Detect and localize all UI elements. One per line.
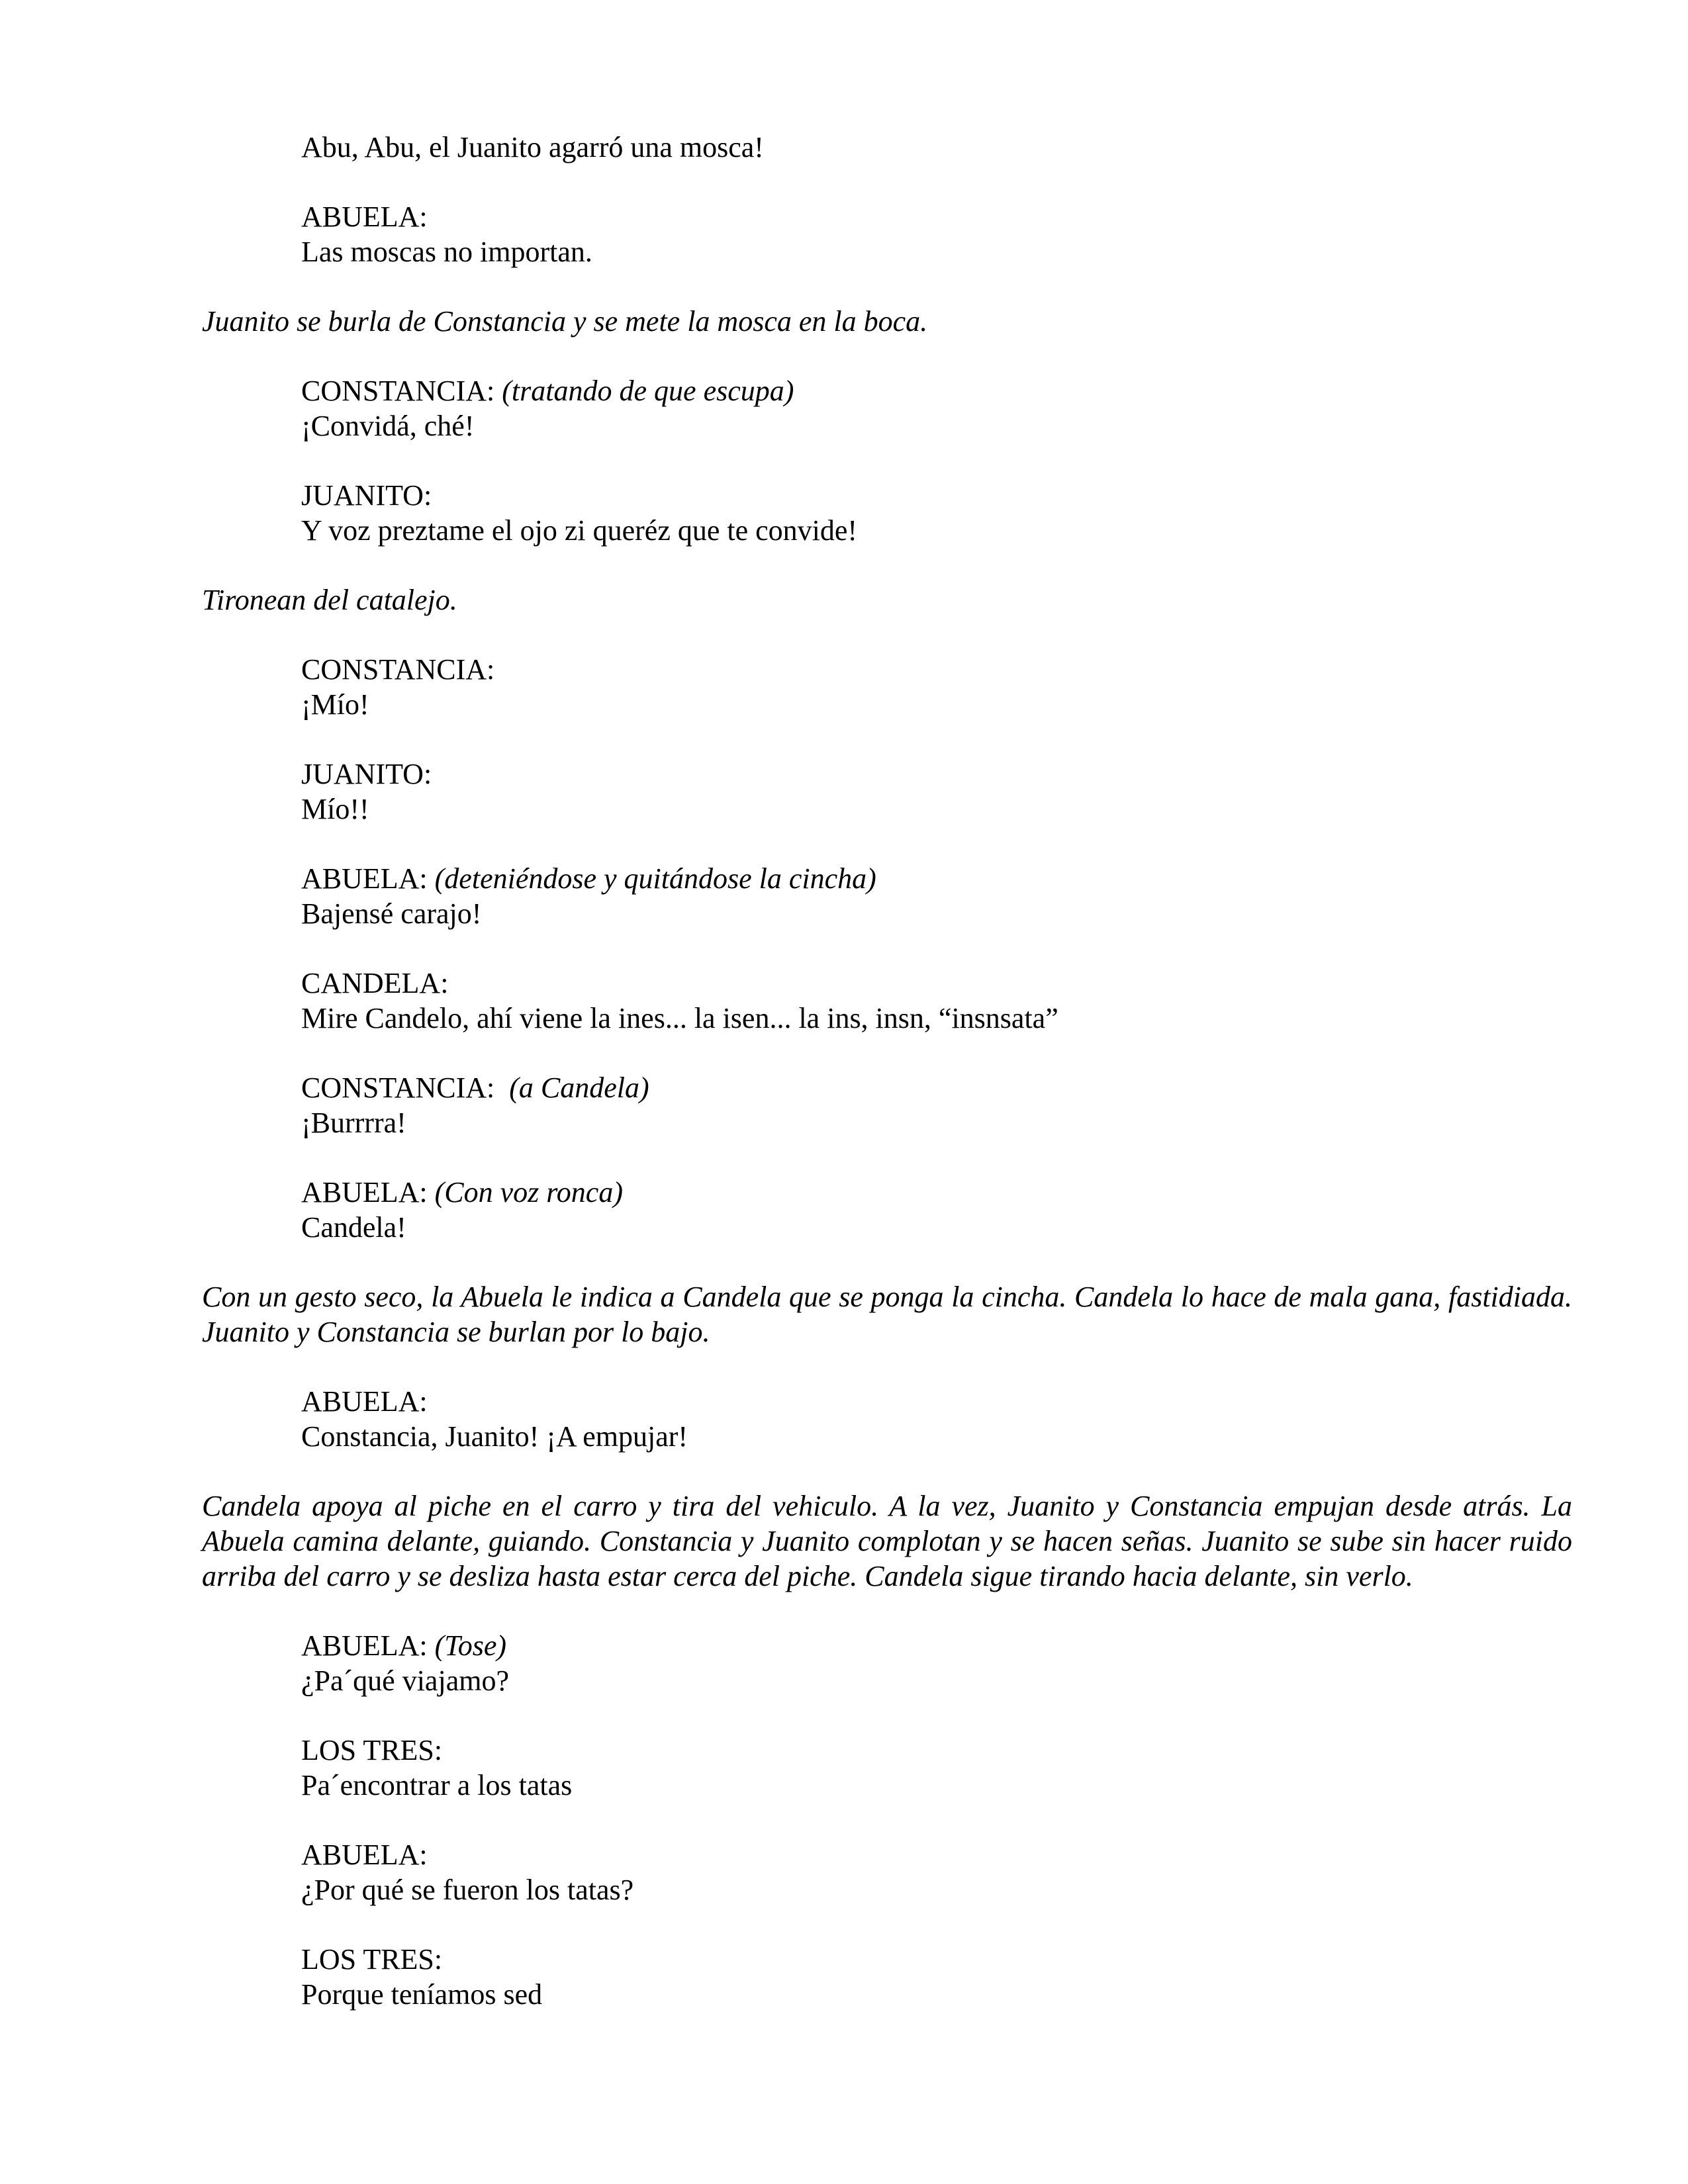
parenthetical: (deteniéndose y quitándose la cincha) <box>434 862 876 895</box>
speaker-name: ABUELA: <box>301 1839 428 1871</box>
dialogue-block <box>202 478 1572 548</box>
speaker-name: CANDELA: <box>301 967 449 999</box>
dialogue-line: Abu, Abu, el Juanito agarró una mosca! <box>301 131 764 163</box>
dialogue-line: Constancia, Juanito! ¡A empujar! <box>301 1420 688 1453</box>
dialogue-block <box>202 861 1572 931</box>
stage-direction: Candela apoya al piche en el carro y tira del vehiculo. A la vez, Juanito y Constancia empujan desde atrás. La Abuela camina delante, guiando. Constancia y Juanito complotan y se hacen señas. Juanito se sube sin hacer ruido arriba del carro y se desliza hasta estar cerca del piche. Candela sigue tirando hacia delante, sin verlo. <box>202 1490 1572 1592</box>
dialogue-block <box>202 966 1572 1036</box>
speaker-name: ABUELA: <box>301 201 428 233</box>
speaker-name: JUANITO: <box>301 479 432 512</box>
speaker-heading <box>301 1175 1572 1210</box>
dialogue-line: Pa´encontrar a los tatas <box>301 1769 573 1801</box>
parenthetical: (Tose) <box>434 1629 507 1662</box>
speaker-name: JUANITO: <box>301 758 432 790</box>
dialogue-line: ¿Por qué se fueron los tatas? <box>301 1874 634 1906</box>
parenthetical: (a Candela) <box>509 1071 649 1104</box>
dialogue-block <box>202 373 1572 443</box>
speaker-name: ABUELA: <box>301 1385 428 1418</box>
parenthetical: (Con voz ronca) <box>434 1176 623 1208</box>
dialogue-line: Y voz preztame el ojo zi queréz que te convide! <box>301 514 858 547</box>
speaker-name: LOS TRES: <box>301 1943 443 1976</box>
dialogue-line: Mío!! <box>301 793 369 825</box>
stage-direction: Juanito se burla de Constancia y se mete la mosca en la boca. <box>202 305 928 338</box>
speaker-name: CONSTANCIA: <box>301 653 495 686</box>
speaker-name: LOS TRES: <box>301 1734 443 1766</box>
dialogue-block <box>202 1837 1572 1907</box>
dialogue-block <box>202 1628 1572 1698</box>
dialogue-block <box>202 130 1572 165</box>
speaker-name: ABUELA: <box>301 862 428 895</box>
dialogue-line: ¡Mío! <box>301 688 369 721</box>
speaker-heading <box>301 1628 1572 1663</box>
speaker-name: ABUELA: <box>301 1176 428 1208</box>
speaker-heading <box>301 1070 1572 1105</box>
dialogue-block <box>202 1733 1572 1803</box>
stage-direction: Tironean del catalejo. <box>202 584 457 616</box>
speaker-name: CONSTANCIA: <box>301 1071 495 1104</box>
dialogue-block <box>202 1070 1572 1140</box>
dialogue-block <box>202 652 1572 722</box>
speaker-name: ABUELA: <box>301 1629 428 1662</box>
dialogue-line: Las moscas no importan. <box>301 236 592 268</box>
dialogue-block <box>202 1942 1572 2012</box>
dialogue-block <box>202 1384 1572 1454</box>
speaker-heading <box>301 861 1572 896</box>
dialogue-block <box>202 756 1572 827</box>
dialogue-line: Bajensé carajo! <box>301 897 482 930</box>
dialogue-line: Mire Candelo, ahí viene la ines... la isen... la ins, insn, “insnsata” <box>301 1002 1058 1034</box>
script-content <box>202 130 1572 2046</box>
dialogue-line: ¡Burrrra! <box>301 1107 406 1139</box>
dialogue-line: Candela! <box>301 1211 406 1244</box>
dialogue-line: Porque teníamos sed <box>301 1978 543 2011</box>
speaker-name: CONSTANCIA: <box>301 375 495 407</box>
dialogue-line: ¿Pa´qué viajamo? <box>301 1664 509 1697</box>
parenthetical: (tratando de que escupa) <box>502 375 794 407</box>
dialogue-block <box>202 199 1572 269</box>
speaker-heading <box>301 373 1572 408</box>
dialogue-line: ¡Convidá, ché! <box>301 410 475 442</box>
stage-direction: Con un gesto seco, la Abuela le indica a Candela que se ponga la cincha. Candela lo hace de mala gana, fastidiada. Juanito y Constancia se burlan por lo bajo. <box>202 1281 1572 1348</box>
dialogue-block <box>202 1175 1572 1245</box>
